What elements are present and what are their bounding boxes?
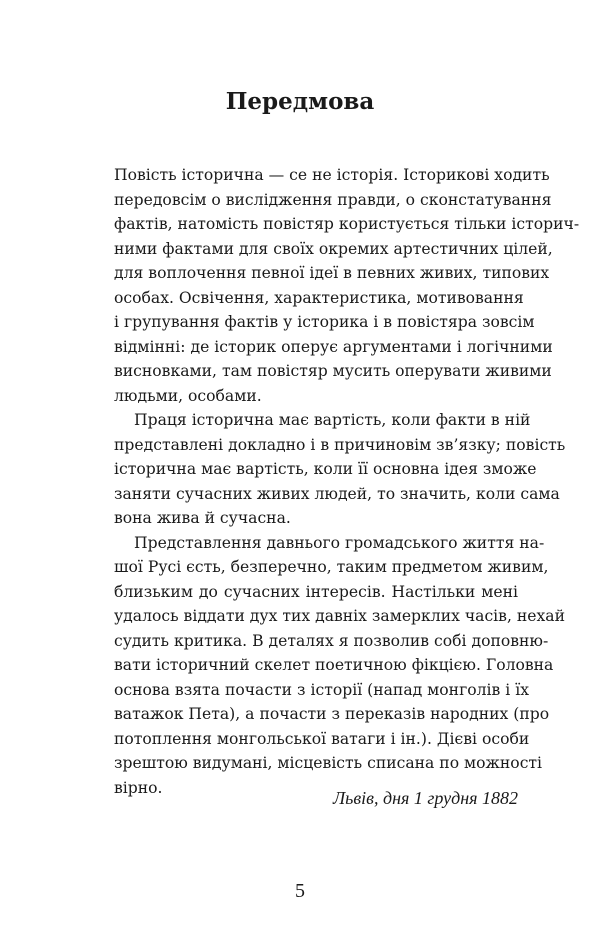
text-line: і групування фактів у історика і в повістяра зовсім (114, 313, 535, 331)
page-number: 5 (295, 880, 305, 902)
text-line: зрештою видумані, місцевість списана по можності (114, 754, 543, 772)
text-line: потоплення монгольської ватаги і ін.). Дієві особи (114, 729, 530, 748)
text-line: історична має вартість, коли її основна ідея зможе (114, 460, 537, 478)
text-line: вірно. (114, 778, 163, 797)
text-line: ними фактами для своїх окремих артестичних цілей, (114, 239, 553, 258)
text-line: Праця історична має вартість, коли факти в ній (134, 411, 531, 429)
text-line: особах. Освічення, характеристика, мотивовання (114, 288, 524, 307)
text-line: Повість історична — се не історія. Історикові ходить (114, 166, 550, 184)
text-line: людьми, особами. (114, 386, 262, 405)
text-line: висновками, там повістяр мусить оперувати живими (114, 362, 552, 380)
text-line: передовсім о вислідження правди, о сконстатування (114, 190, 552, 209)
text-line: Представлення давнього громадського життя на- (134, 533, 545, 552)
paragraph (114, 531, 565, 801)
text-line: вона жива й сучасна. (114, 509, 291, 527)
text-line: удалось віддати дух тих давніх замерклих часів, нехай (114, 607, 565, 625)
paragraph (114, 408, 566, 531)
text-line: шої Русі єсть, безперечно, таким предметом живим, (114, 558, 549, 576)
page-title: Передмова (225, 88, 375, 115)
paragraph (114, 163, 580, 408)
text-line: відмінні: де історик оперує аргументами і логічними (114, 337, 553, 356)
text-line: для воплочення певної ідеї в певних живих, типових (114, 264, 550, 282)
text-line: близьким до сучасних інтересів. Настільки мені (114, 582, 518, 601)
text-line: представлені докладно і в причиновім зв’язку; повість (114, 435, 566, 454)
text-line: основа взята почасти з історії (напад монголів і їх (114, 680, 529, 699)
text-line: ватажок Пета), а почасти з переказів народних (про (114, 705, 550, 723)
body-text (114, 163, 580, 800)
text-line: заняти сучасних живих людей, то значить, коли сама (114, 484, 560, 503)
text-line: фактів, натомість повістяр користується тільки історич- (114, 215, 580, 233)
signature-date: Львів, дня 1 грудня 1882 (332, 788, 518, 808)
text-line: вати історичний скелет поетичною фікцією. Головна (114, 656, 554, 674)
text-line: судить критика. В деталях я позволив собі доповню- (114, 631, 549, 650)
